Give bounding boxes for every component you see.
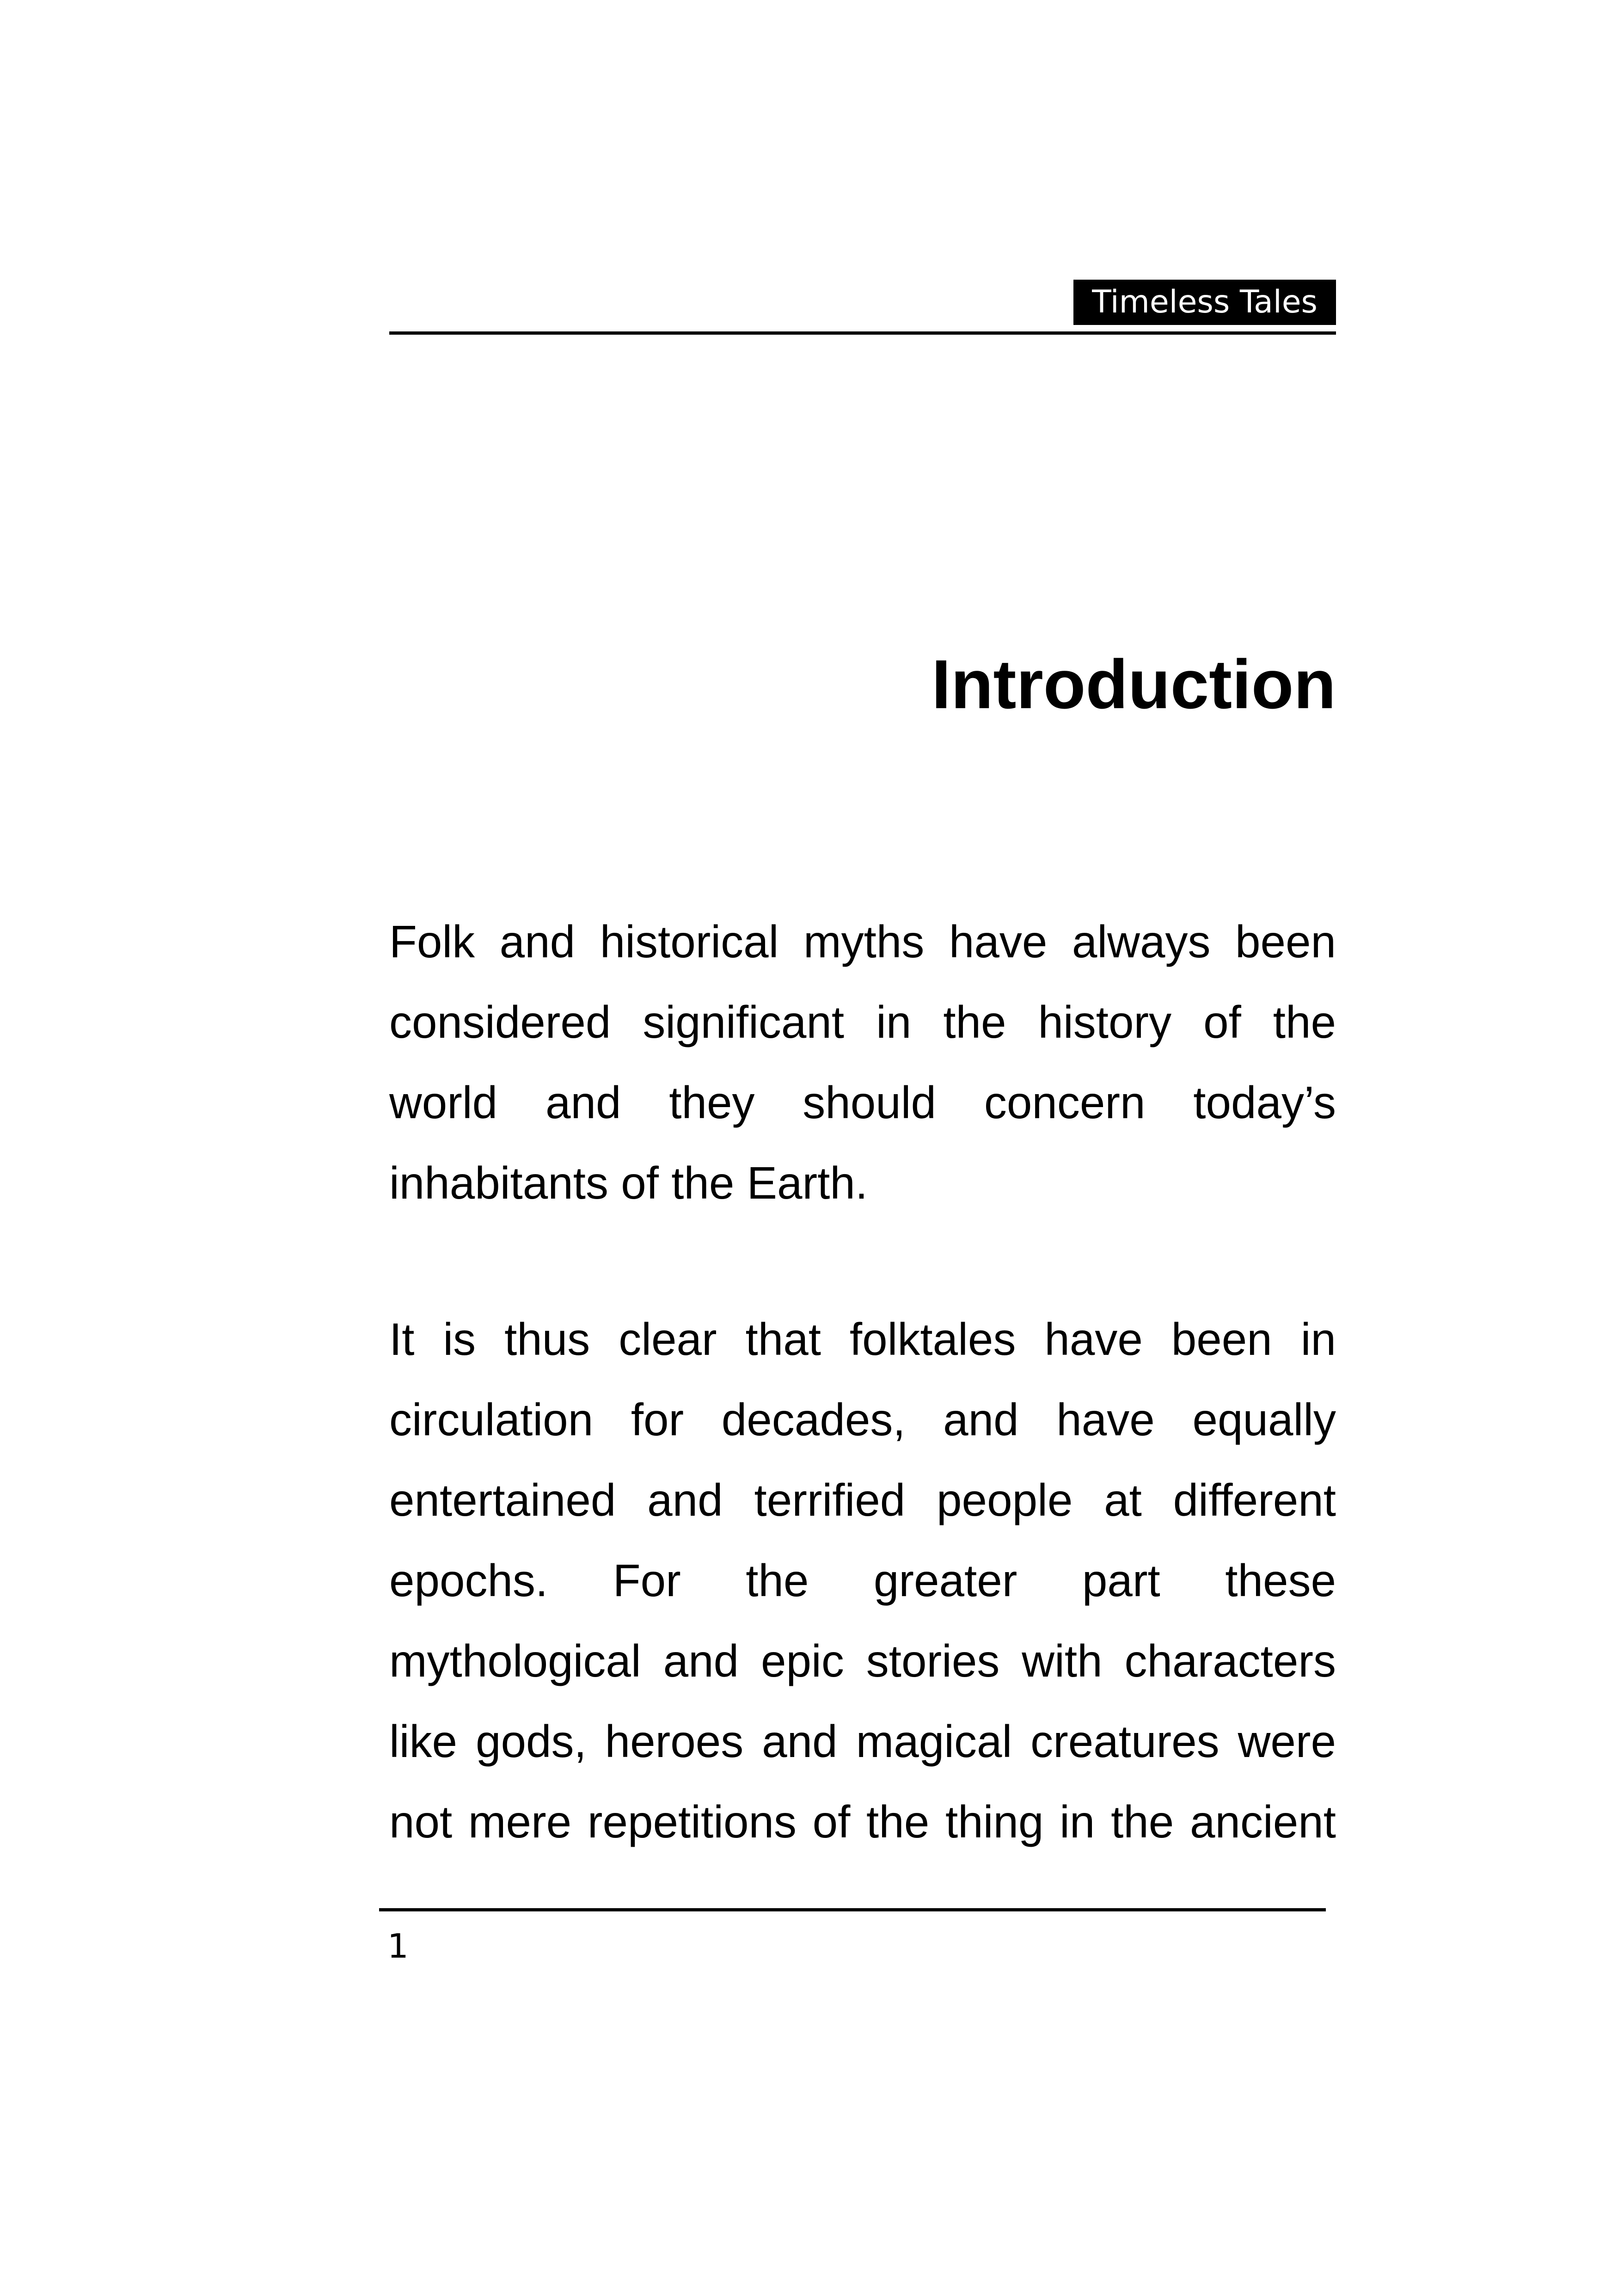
- paragraph-line: mythological and epic stories with characters: [389, 1635, 1336, 1686]
- paragraph-line: inhabitants of the Earth.: [389, 1157, 868, 1208]
- footer-rule: [379, 1908, 1326, 1911]
- paragraph-2: [389, 1299, 1336, 1862]
- paragraph-line: Folk and historical myths have always been: [389, 916, 1336, 967]
- paragraph-line: circulation for decades, and have equally: [389, 1394, 1336, 1445]
- paragraph-line: not mere repetitions of the thing in the ancient: [389, 1796, 1336, 1847]
- paragraph-line: It is thus clear that folktales have been in: [389, 1314, 1336, 1365]
- running-header: [389, 280, 1336, 337]
- header-rule: [389, 331, 1336, 335]
- paragraph-line: world and they should concern today’s: [389, 1077, 1336, 1128]
- page-number: 1: [387, 1927, 409, 1965]
- paragraph-1: [389, 901, 1336, 1223]
- paragraph-line: epochs. For the greater part these: [389, 1555, 1336, 1606]
- book-title-label: Timeless Tales: [1073, 280, 1336, 325]
- paragraph-line: considered significant in the history of the: [389, 997, 1336, 1047]
- paragraph-line: entertained and terrified people at different: [389, 1475, 1336, 1525]
- chapter-title: Introduction: [932, 645, 1336, 723]
- paragraph-line: like gods, heroes and magical creatures were: [389, 1716, 1336, 1767]
